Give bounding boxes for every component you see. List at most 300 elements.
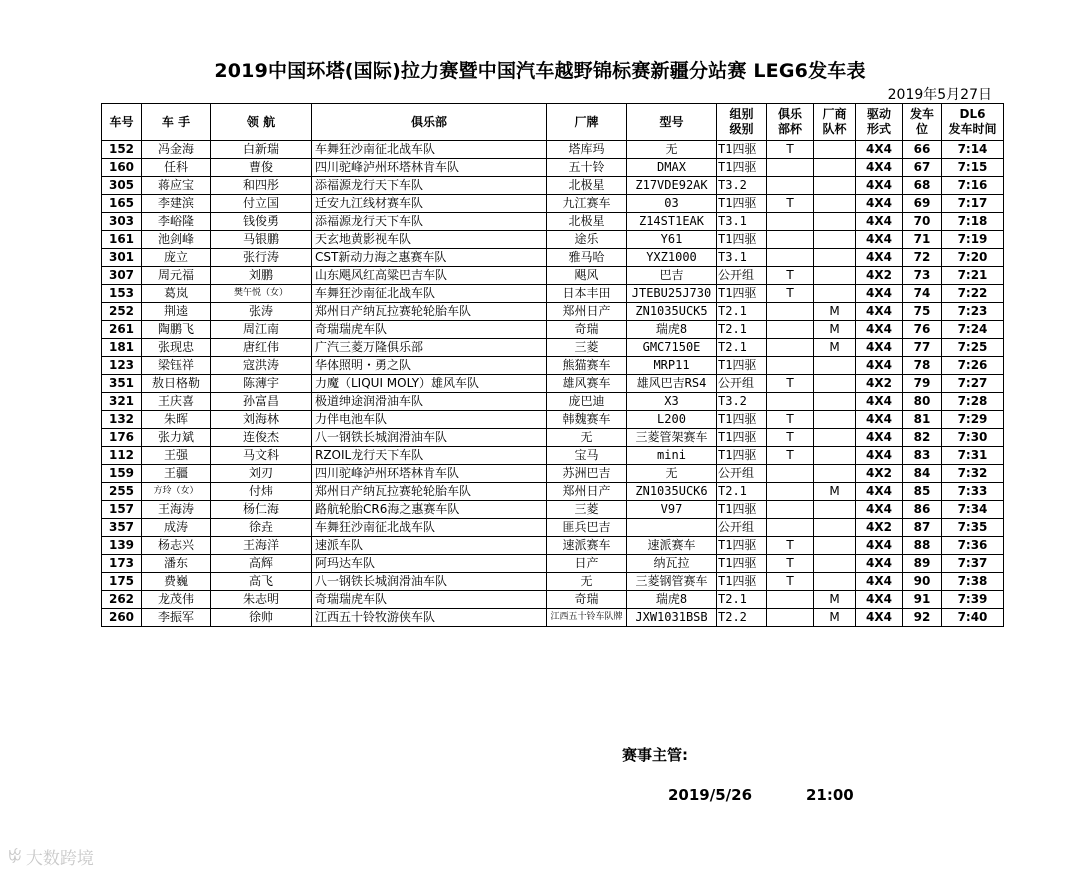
- car-number-cell: 181: [102, 339, 142, 357]
- group-cell: T1四驱: [717, 537, 767, 555]
- col-manufacturer-cup-header: 厂商 队杯: [814, 104, 856, 141]
- group-cell: T1四驱: [717, 285, 767, 303]
- driver-cell: 池剑峰: [142, 231, 211, 249]
- manufacturer-cup-cell: [814, 573, 856, 591]
- car-number-cell: 176: [102, 429, 142, 447]
- table-row: [102, 303, 1004, 321]
- start-time-cell: 7:29: [942, 411, 1004, 429]
- club-cup-cell: [767, 501, 814, 519]
- start-time-cell: 7:35: [942, 519, 1004, 537]
- start-time-cell: 7:22: [942, 285, 1004, 303]
- manufacturer-cup-cell: [814, 177, 856, 195]
- club-cell: 路航轮胎CR6海之惠赛车队: [312, 501, 547, 519]
- drive-cell: 4X4: [856, 177, 903, 195]
- model-cell: 03: [627, 195, 717, 213]
- club-cell: 江西五十铃牧游侠车队: [312, 609, 547, 627]
- start-position-cell: 72: [903, 249, 942, 267]
- weibo-logo-icon: ꔲ: [8, 846, 22, 867]
- manufacturer-cup-cell: [814, 393, 856, 411]
- club-cup-cell: [767, 213, 814, 231]
- manufacturer-cup-cell: M: [814, 303, 856, 321]
- group-cell: T1四驱: [717, 195, 767, 213]
- start-position-cell: 77: [903, 339, 942, 357]
- col-club-cup-header: 俱乐 部杯: [767, 104, 814, 141]
- make-cell: 飓风: [547, 267, 627, 285]
- co-driver-cell: 樊午悦（女）: [211, 285, 312, 303]
- club-cell: 八一钢铁长城润滑油车队: [312, 573, 547, 591]
- group-cell: T3.1: [717, 249, 767, 267]
- model-cell: 三菱管架赛车: [627, 429, 717, 447]
- driver-cell: 葛岚: [142, 285, 211, 303]
- club-cell: 奇瑞瑞虎车队: [312, 321, 547, 339]
- start-time-cell: 7:30: [942, 429, 1004, 447]
- driver-cell: 方玲（女）: [142, 483, 211, 501]
- start-time-cell: 7:25: [942, 339, 1004, 357]
- model-cell: Z14ST1EAK: [627, 213, 717, 231]
- group-cell: T2.1: [717, 339, 767, 357]
- manufacturer-cup-cell: [814, 375, 856, 393]
- make-cell: 奇瑞: [547, 591, 627, 609]
- make-cell: 雅马哈: [547, 249, 627, 267]
- club-cell: 速派车队: [312, 537, 547, 555]
- manufacturer-cup-cell: [814, 231, 856, 249]
- start-position-cell: 89: [903, 555, 942, 573]
- club-cup-cell: [767, 519, 814, 537]
- club-cell: 四川驼峰泸州环塔林肯车队: [312, 465, 547, 483]
- co-driver-cell: 高飞: [211, 573, 312, 591]
- club-cup-cell: [767, 177, 814, 195]
- model-cell: 三菱钢管赛车: [627, 573, 717, 591]
- car-number-cell: 262: [102, 591, 142, 609]
- start-position-cell: 70: [903, 213, 942, 231]
- model-cell: GMC7150E: [627, 339, 717, 357]
- club-cell: 山东飓风红高粱巴吉车队: [312, 267, 547, 285]
- start-position-cell: 74: [903, 285, 942, 303]
- drive-cell: 4X4: [856, 141, 903, 159]
- table-row: [102, 177, 1004, 195]
- driver-cell: 庞立: [142, 249, 211, 267]
- co-driver-cell: 陈薄宇: [211, 375, 312, 393]
- model-cell: V97: [627, 501, 717, 519]
- driver-cell: 梁钰祥: [142, 357, 211, 375]
- driver-cell: 张现忠: [142, 339, 211, 357]
- watermark: [8, 844, 94, 869]
- table-row: [102, 501, 1004, 519]
- model-cell: 纳瓦拉: [627, 555, 717, 573]
- start-position-cell: 86: [903, 501, 942, 519]
- drive-cell: 4X2: [856, 375, 903, 393]
- group-cell: T1四驱: [717, 501, 767, 519]
- club-cell: 四川驼峰泸州环塔林肯车队: [312, 159, 547, 177]
- make-cell: 奇瑞: [547, 321, 627, 339]
- start-position-cell: 81: [903, 411, 942, 429]
- manufacturer-cup-cell: [814, 519, 856, 537]
- start-position-cell: 87: [903, 519, 942, 537]
- driver-cell: 王疆: [142, 465, 211, 483]
- start-position-cell: 71: [903, 231, 942, 249]
- table-body: [102, 141, 1004, 627]
- model-cell: DMAX: [627, 159, 717, 177]
- make-cell: 三菱: [547, 501, 627, 519]
- group-cell: T2.1: [717, 303, 767, 321]
- car-number-cell: 161: [102, 231, 142, 249]
- table-row: [102, 321, 1004, 339]
- co-driver-cell: 杨仁海: [211, 501, 312, 519]
- driver-cell: 朱晖: [142, 411, 211, 429]
- start-time-cell: 7:38: [942, 573, 1004, 591]
- start-time-cell: 7:20: [942, 249, 1004, 267]
- club-cell: 力伴电池车队: [312, 411, 547, 429]
- start-list-table: [101, 103, 1004, 627]
- co-driver-cell: 钱俊勇: [211, 213, 312, 231]
- col-group-header: 组别 级别: [717, 104, 767, 141]
- group-cell: T1四驱: [717, 555, 767, 573]
- make-cell: 九江赛车: [547, 195, 627, 213]
- make-cell: 苏洲巴吉: [547, 465, 627, 483]
- club-cup-cell: [767, 609, 814, 627]
- table-row: [102, 429, 1004, 447]
- start-position-cell: 83: [903, 447, 942, 465]
- model-cell: 瑞虎8: [627, 591, 717, 609]
- club-cell: 车舞狂沙南征北战车队: [312, 141, 547, 159]
- manufacturer-cup-cell: [814, 555, 856, 573]
- car-number-cell: 160: [102, 159, 142, 177]
- co-driver-cell: 付炜: [211, 483, 312, 501]
- start-position-cell: 76: [903, 321, 942, 339]
- manufacturer-cup-cell: [814, 411, 856, 429]
- driver-cell: 任科: [142, 159, 211, 177]
- manufacturer-cup-cell: M: [814, 339, 856, 357]
- club-cup-cell: [767, 483, 814, 501]
- driver-cell: 龙茂伟: [142, 591, 211, 609]
- start-time-cell: 7:15: [942, 159, 1004, 177]
- co-driver-cell: 曹俊: [211, 159, 312, 177]
- table-row: [102, 267, 1004, 285]
- make-cell: 日产: [547, 555, 627, 573]
- table-header: [102, 104, 1004, 141]
- manufacturer-cup-cell: [814, 159, 856, 177]
- make-cell: 庞巴迪: [547, 393, 627, 411]
- table-row: [102, 573, 1004, 591]
- make-cell: 速派赛车: [547, 537, 627, 555]
- start-time-cell: 7:37: [942, 555, 1004, 573]
- start-position-cell: 90: [903, 573, 942, 591]
- car-number-cell: 305: [102, 177, 142, 195]
- table-row: [102, 537, 1004, 555]
- col-co-driver-header: 领 航: [211, 104, 312, 141]
- club-cup-cell: T: [767, 429, 814, 447]
- club-cell: 八一钢铁长城润滑油车队: [312, 429, 547, 447]
- co-driver-cell: 王海洋: [211, 537, 312, 555]
- model-cell: 巴吉: [627, 267, 717, 285]
- start-time-cell: 7:39: [942, 591, 1004, 609]
- manufacturer-cup-cell: [814, 249, 856, 267]
- drive-cell: 4X4: [856, 609, 903, 627]
- make-cell: 郑州日产: [547, 483, 627, 501]
- start-time-cell: 7:27: [942, 375, 1004, 393]
- car-number-cell: 321: [102, 393, 142, 411]
- model-cell: ZN1035UCK5: [627, 303, 717, 321]
- driver-cell: 王强: [142, 447, 211, 465]
- start-time-cell: 7:31: [942, 447, 1004, 465]
- group-cell: T3.2: [717, 177, 767, 195]
- club-cell: 添福源龙行天下车队: [312, 177, 547, 195]
- driver-cell: 李建滨: [142, 195, 211, 213]
- club-cup-cell: [767, 591, 814, 609]
- group-cell: T3.1: [717, 213, 767, 231]
- group-cell: T1四驱: [717, 231, 767, 249]
- club-cup-cell: T: [767, 573, 814, 591]
- manufacturer-cup-cell: [814, 285, 856, 303]
- col-start-time-header: DL6 发车时间: [942, 104, 1004, 141]
- group-cell: 公开组: [717, 375, 767, 393]
- group-cell: 公开组: [717, 465, 767, 483]
- club-cell: CST新动力海之惠赛车队: [312, 249, 547, 267]
- model-cell: 无: [627, 465, 717, 483]
- club-cell: 郑州日产纳瓦拉赛轮轮胎车队: [312, 483, 547, 501]
- group-cell: T1四驱: [717, 141, 767, 159]
- start-time-cell: 7:33: [942, 483, 1004, 501]
- club-cup-cell: [767, 465, 814, 483]
- document-date: 2019年5月27日: [887, 87, 992, 103]
- co-driver-cell: 刘鹏: [211, 267, 312, 285]
- start-time-cell: 7:36: [942, 537, 1004, 555]
- drive-cell: 4X4: [856, 591, 903, 609]
- club-cup-cell: T: [767, 537, 814, 555]
- start-time-cell: 7:17: [942, 195, 1004, 213]
- car-number-cell: 303: [102, 213, 142, 231]
- car-number-cell: 307: [102, 267, 142, 285]
- car-number-cell: 132: [102, 411, 142, 429]
- make-cell: 无: [547, 573, 627, 591]
- start-position-cell: 69: [903, 195, 942, 213]
- drive-cell: 4X2: [856, 267, 903, 285]
- group-cell: T1四驱: [717, 411, 767, 429]
- make-cell: 途乐: [547, 231, 627, 249]
- start-position-cell: 91: [903, 591, 942, 609]
- table-row: [102, 285, 1004, 303]
- col-start-position-header: 发车 位: [903, 104, 942, 141]
- driver-cell: 荆逵: [142, 303, 211, 321]
- start-time-cell: 7:24: [942, 321, 1004, 339]
- table-row: [102, 249, 1004, 267]
- start-position-cell: 68: [903, 177, 942, 195]
- manufacturer-cup-cell: [814, 501, 856, 519]
- table-row: [102, 393, 1004, 411]
- drive-cell: 4X4: [856, 357, 903, 375]
- driver-cell: 陶鹏飞: [142, 321, 211, 339]
- start-position-cell: 75: [903, 303, 942, 321]
- car-number-cell: 260: [102, 609, 142, 627]
- start-position-cell: 78: [903, 357, 942, 375]
- make-cell: 熊猫赛车: [547, 357, 627, 375]
- drive-cell: 4X4: [856, 555, 903, 573]
- club-cell: 添福源龙行天下车队: [312, 213, 547, 231]
- manufacturer-cup-cell: M: [814, 321, 856, 339]
- table-row: [102, 195, 1004, 213]
- car-number-cell: 261: [102, 321, 142, 339]
- club-cell: 车舞狂沙南征北战车队: [312, 519, 547, 537]
- make-cell: 宝马: [547, 447, 627, 465]
- manufacturer-cup-cell: [814, 357, 856, 375]
- driver-cell: 费巍: [142, 573, 211, 591]
- model-cell: L200: [627, 411, 717, 429]
- model-cell: X3: [627, 393, 717, 411]
- start-position-cell: 84: [903, 465, 942, 483]
- start-position-cell: 82: [903, 429, 942, 447]
- driver-cell: 潘东: [142, 555, 211, 573]
- manufacturer-cup-cell: [814, 141, 856, 159]
- manufacturer-cup-cell: [814, 213, 856, 231]
- make-cell: 三菱: [547, 339, 627, 357]
- co-driver-cell: 连俊杰: [211, 429, 312, 447]
- driver-cell: 王庆喜: [142, 393, 211, 411]
- club-cup-cell: [767, 393, 814, 411]
- make-cell: 北极星: [547, 177, 627, 195]
- drive-cell: 4X4: [856, 411, 903, 429]
- start-position-cell: 92: [903, 609, 942, 627]
- driver-cell: 张力斌: [142, 429, 211, 447]
- co-driver-cell: 朱志明: [211, 591, 312, 609]
- manufacturer-cup-cell: [814, 267, 856, 285]
- start-time-cell: 7:40: [942, 609, 1004, 627]
- start-time-cell: 7:19: [942, 231, 1004, 249]
- driver-cell: 李振军: [142, 609, 211, 627]
- start-time-cell: 7:14: [942, 141, 1004, 159]
- make-cell: 无: [547, 429, 627, 447]
- table-row: [102, 609, 1004, 627]
- model-cell: [627, 519, 717, 537]
- driver-cell: 周元福: [142, 267, 211, 285]
- co-driver-cell: 寇洪涛: [211, 357, 312, 375]
- club-cup-cell: [767, 231, 814, 249]
- drive-cell: 4X4: [856, 213, 903, 231]
- car-number-cell: 159: [102, 465, 142, 483]
- manufacturer-cup-cell: [814, 195, 856, 213]
- club-cup-cell: [767, 249, 814, 267]
- drive-cell: 4X4: [856, 483, 903, 501]
- manufacturer-cup-cell: M: [814, 591, 856, 609]
- table-row: [102, 465, 1004, 483]
- group-cell: T2.1: [717, 321, 767, 339]
- col-driver-header: 车 手: [142, 104, 211, 141]
- co-driver-cell: 和四彤: [211, 177, 312, 195]
- club-cup-cell: [767, 357, 814, 375]
- club-cell: RZOIL龙行天下车队: [312, 447, 547, 465]
- sign-date: 2019/5/26: [668, 786, 753, 804]
- club-cup-cell: T: [767, 195, 814, 213]
- table-row: [102, 411, 1004, 429]
- col-model-header: 型号: [627, 104, 717, 141]
- car-number-cell: 139: [102, 537, 142, 555]
- group-cell: 公开组: [717, 267, 767, 285]
- co-driver-cell: 张行涛: [211, 249, 312, 267]
- manufacturer-cup-cell: [814, 429, 856, 447]
- make-cell: 北极星: [547, 213, 627, 231]
- co-driver-cell: 唐红伟: [211, 339, 312, 357]
- start-time-cell: 7:28: [942, 393, 1004, 411]
- co-driver-cell: 孙富昌: [211, 393, 312, 411]
- club-cell: 阿玛达车队: [312, 555, 547, 573]
- drive-cell: 4X4: [856, 285, 903, 303]
- driver-cell: 李峪隆: [142, 213, 211, 231]
- club-cell: 天玄地黄影视车队: [312, 231, 547, 249]
- model-cell: 速派赛车: [627, 537, 717, 555]
- group-cell: T1四驱: [717, 357, 767, 375]
- car-number-cell: 157: [102, 501, 142, 519]
- start-position-cell: 88: [903, 537, 942, 555]
- driver-cell: 杨志兴: [142, 537, 211, 555]
- make-cell: 日本丰田: [547, 285, 627, 303]
- co-driver-cell: 张涛: [211, 303, 312, 321]
- make-cell: 江西五十铃车队牌: [547, 609, 627, 627]
- club-cup-cell: T: [767, 411, 814, 429]
- club-cup-cell: T: [767, 447, 814, 465]
- co-driver-cell: 付立国: [211, 195, 312, 213]
- table-row: [102, 555, 1004, 573]
- driver-cell: 蒋应宝: [142, 177, 211, 195]
- model-cell: JXW1031BSB: [627, 609, 717, 627]
- start-position-cell: 79: [903, 375, 942, 393]
- table-row: [102, 375, 1004, 393]
- start-position-cell: 67: [903, 159, 942, 177]
- model-cell: Y61: [627, 231, 717, 249]
- drive-cell: 4X4: [856, 393, 903, 411]
- club-cup-cell: T: [767, 375, 814, 393]
- car-number-cell: 301: [102, 249, 142, 267]
- start-time-cell: 7:21: [942, 267, 1004, 285]
- driver-cell: 王海涛: [142, 501, 211, 519]
- drive-cell: 4X2: [856, 519, 903, 537]
- manufacturer-cup-cell: M: [814, 483, 856, 501]
- start-time-cell: 7:18: [942, 213, 1004, 231]
- table-row: [102, 339, 1004, 357]
- start-time-cell: 7:26: [942, 357, 1004, 375]
- table-row: [102, 519, 1004, 537]
- make-cell: 塔库玛: [547, 141, 627, 159]
- col-make-header: 厂牌: [547, 104, 627, 141]
- table-row: [102, 591, 1004, 609]
- car-number-cell: 165: [102, 195, 142, 213]
- club-cell: 郑州日产纳瓦拉赛轮轮胎车队: [312, 303, 547, 321]
- car-number-cell: 152: [102, 141, 142, 159]
- car-number-cell: 173: [102, 555, 142, 573]
- co-driver-cell: 刘海林: [211, 411, 312, 429]
- group-cell: 公开组: [717, 519, 767, 537]
- make-cell: 五十铃: [547, 159, 627, 177]
- group-cell: T2.1: [717, 591, 767, 609]
- table-row: [102, 447, 1004, 465]
- col-drive-header: 驱动 形式: [856, 104, 903, 141]
- drive-cell: 4X4: [856, 159, 903, 177]
- car-number-cell: 351: [102, 375, 142, 393]
- make-cell: 郑州日产: [547, 303, 627, 321]
- car-number-cell: 175: [102, 573, 142, 591]
- co-driver-cell: 高辉: [211, 555, 312, 573]
- start-position-cell: 85: [903, 483, 942, 501]
- club-cell: 极道绅途润滑油车队: [312, 393, 547, 411]
- group-cell: T2.2: [717, 609, 767, 627]
- start-position-cell: 80: [903, 393, 942, 411]
- drive-cell: 4X4: [856, 447, 903, 465]
- model-cell: mini: [627, 447, 717, 465]
- co-driver-cell: 刘刃: [211, 465, 312, 483]
- driver-cell: 成涛: [142, 519, 211, 537]
- start-time-cell: 7:16: [942, 177, 1004, 195]
- driver-cell: 冯金海: [142, 141, 211, 159]
- manufacturer-cup-cell: M: [814, 609, 856, 627]
- table-row: [102, 159, 1004, 177]
